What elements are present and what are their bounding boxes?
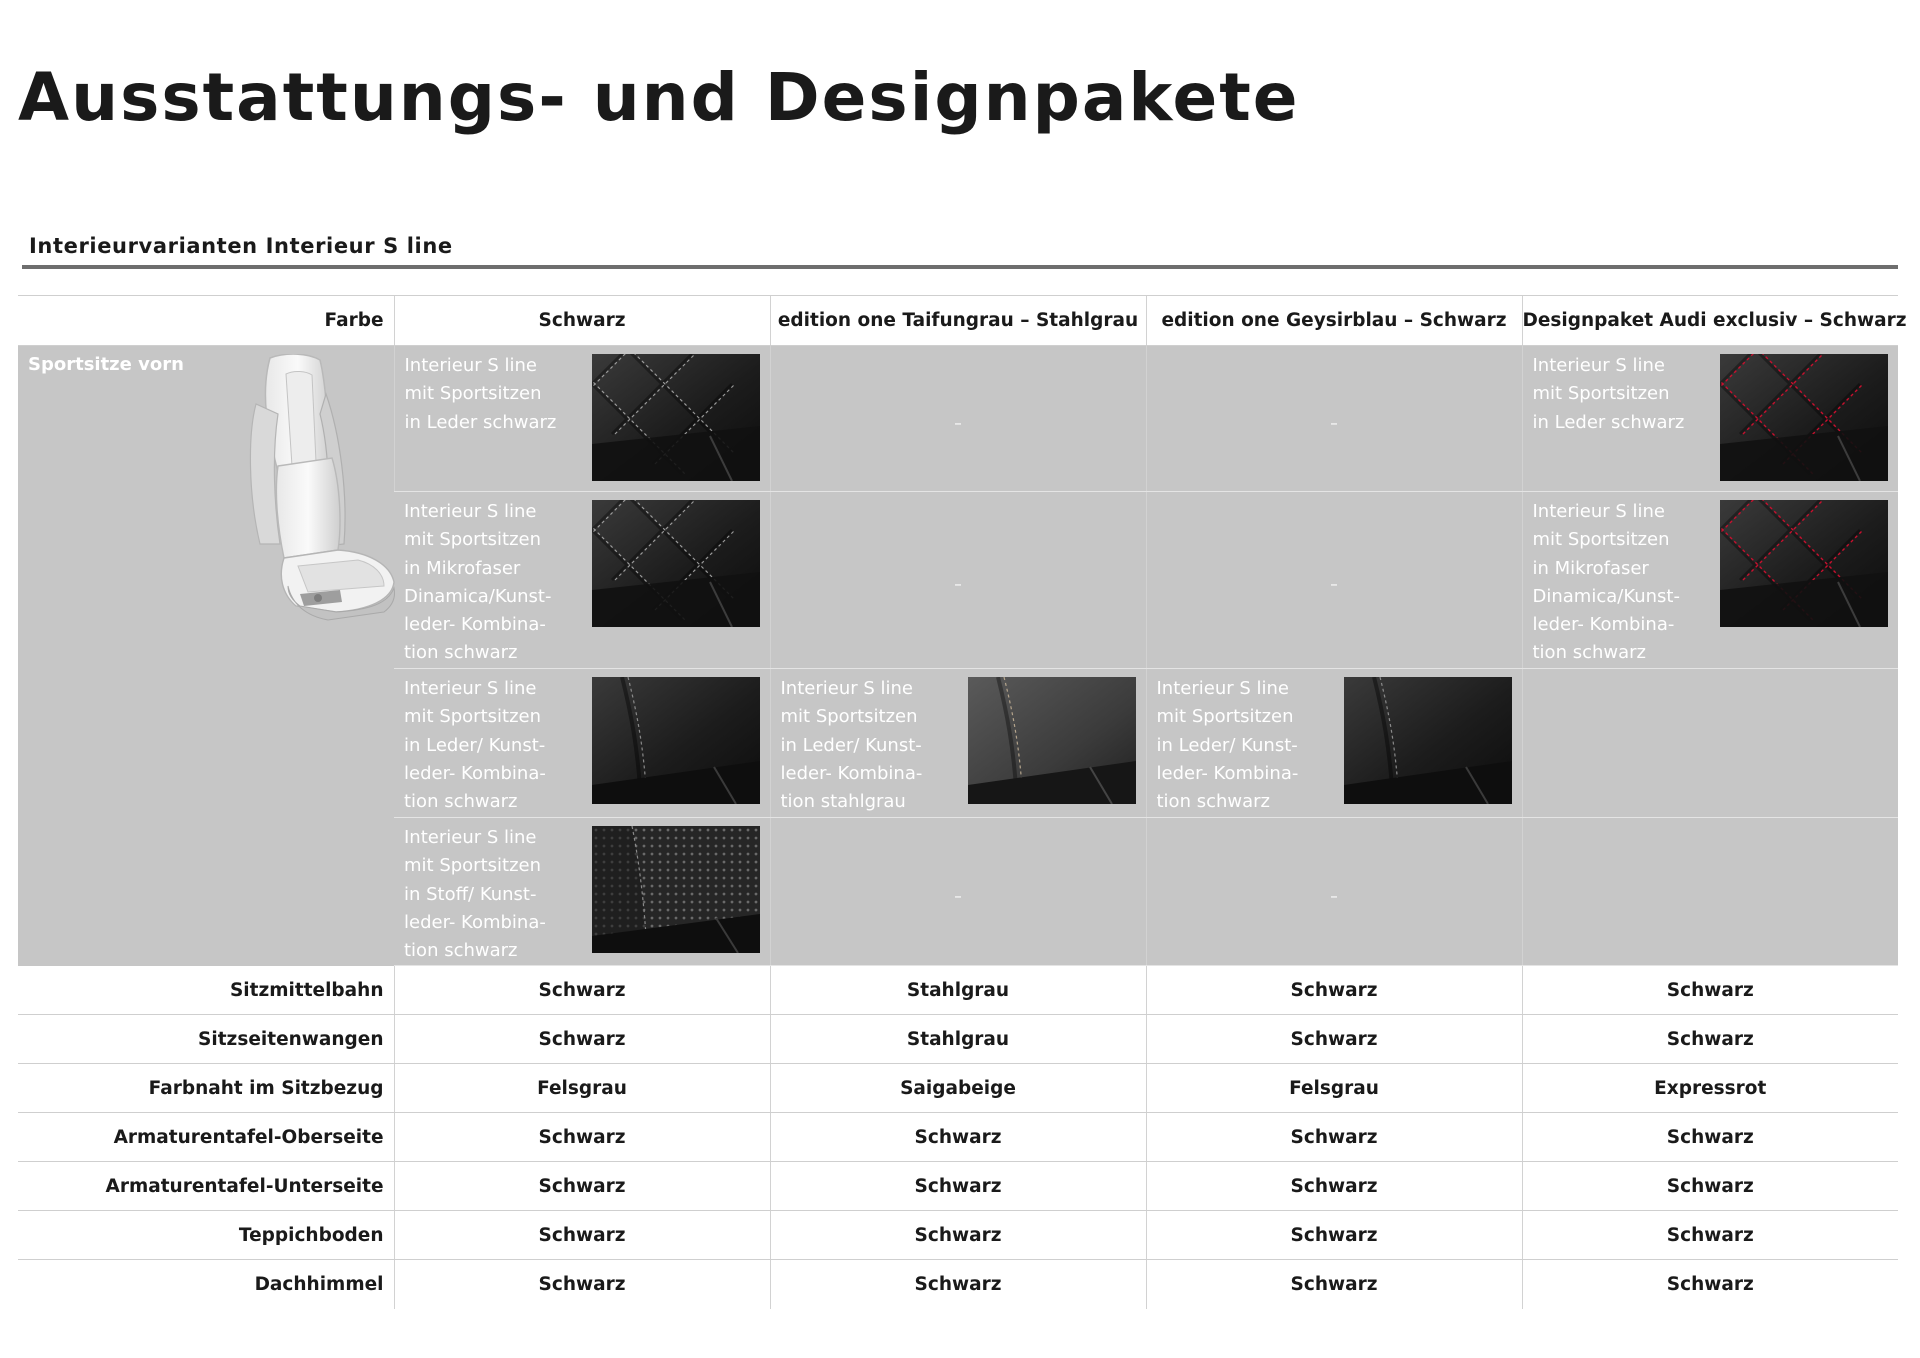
table-row bbox=[18, 1211, 1898, 1260]
leather-artificial-swatch-image bbox=[592, 677, 760, 804]
table-cell: Schwarz bbox=[1146, 966, 1522, 1015]
table-cell: Schwarz bbox=[1522, 1162, 1898, 1211]
table-cell: Schwarz bbox=[770, 1113, 1146, 1162]
seat-option-text: Interieur S line mit Sportsitzen in Mikrofaser Dinamica/Kunst- leder- Kombina- tion schwarz bbox=[1532, 501, 1680, 664]
microfiber-swatch-image bbox=[592, 500, 760, 627]
column-header: Designpaket Audi exclusiv – Schwarz bbox=[1522, 296, 1898, 346]
seat-option-cell bbox=[394, 492, 770, 669]
table-cell: Schwarz bbox=[1146, 1162, 1522, 1211]
row-label: Dachhimmel bbox=[254, 1274, 384, 1296]
table-cell: Schwarz bbox=[770, 1162, 1146, 1211]
table-cell: Schwarz bbox=[394, 966, 770, 1015]
table-row bbox=[18, 966, 1898, 1015]
table-cell: Schwarz bbox=[1146, 1260, 1522, 1309]
leather-artificial-swatch-image bbox=[1344, 677, 1512, 804]
sport-seat-image bbox=[208, 354, 398, 634]
interior-table bbox=[18, 295, 1907, 1309]
table-row bbox=[18, 1015, 1898, 1064]
table-cell: Stahlgrau bbox=[770, 1015, 1146, 1064]
row-label: Armaturentafel-Unterseite bbox=[18, 1162, 394, 1211]
table-cell: Saigabeige bbox=[770, 1064, 1146, 1113]
seat-option-text: Interieur S line mit Sportsitzen in Leder/ Kunst- leder- Kombina- tion schwarz bbox=[404, 678, 546, 813]
leather-artificial-swatch-image bbox=[968, 677, 1136, 804]
row-label: Teppichboden bbox=[18, 1211, 394, 1260]
table-cell: Schwarz bbox=[394, 1113, 770, 1162]
table-cell: Schwarz bbox=[1522, 966, 1898, 1015]
table-cell: Schwarz bbox=[1146, 1113, 1522, 1162]
table-cell: Schwarz bbox=[770, 1211, 1146, 1260]
seat-option-empty: – bbox=[1146, 818, 1522, 966]
seat-option-text: Interieur S line mit Sportsitzen in Stoff/ Kunst- leder- Kombina- tion schwarz bbox=[404, 827, 546, 962]
table-cell: Schwarz bbox=[1522, 1113, 1898, 1162]
seat-option-cell bbox=[394, 669, 770, 818]
seat-option-cell bbox=[1522, 346, 1898, 492]
seat-option-empty: – bbox=[1146, 346, 1522, 492]
row-label: Farbnaht im Sitzbezug bbox=[18, 1064, 394, 1113]
seat-option-blank bbox=[1522, 818, 1898, 966]
table-cell: Felsgrau bbox=[394, 1064, 770, 1113]
table-cell: Schwarz bbox=[1522, 1260, 1898, 1309]
seat-option-row bbox=[18, 346, 1898, 492]
row-label: Sitzseitenwangen bbox=[18, 1015, 394, 1064]
table-cell: Stahlgrau bbox=[770, 966, 1146, 1015]
seat-option-text: Interieur S line mit Sportsitzen in Leder schwarz bbox=[404, 355, 557, 433]
seat-option-cell bbox=[394, 818, 770, 966]
table-cell: Schwarz bbox=[1146, 1015, 1522, 1064]
seat-label-cell bbox=[18, 346, 394, 966]
table-row bbox=[18, 1260, 1898, 1309]
table-row bbox=[18, 1064, 1898, 1113]
seat-option-blank bbox=[1522, 669, 1898, 818]
leather-swatch-image bbox=[592, 354, 760, 481]
seat-option-empty: – bbox=[1146, 492, 1522, 669]
section-divider bbox=[22, 265, 1898, 269]
section-title: Interieurvarianten Interieur S line bbox=[29, 234, 453, 258]
table-cell: Schwarz bbox=[1522, 1015, 1898, 1064]
table-cell: Expressrot bbox=[1522, 1064, 1898, 1113]
seat-row-label: Sportsitze vorn bbox=[28, 354, 184, 375]
table-cell: Felsgrau bbox=[1146, 1064, 1522, 1113]
seat-option-empty: – bbox=[770, 346, 1146, 492]
table-cell: Schwarz bbox=[1146, 1211, 1522, 1260]
table-cell: Schwarz bbox=[770, 1260, 1146, 1309]
row-label: Sitzmittelbahn bbox=[18, 966, 394, 1015]
column-header: edition one Geysirblau – Schwarz bbox=[1146, 296, 1522, 346]
table-cell: Schwarz bbox=[394, 1015, 770, 1064]
row-label: Armaturentafel-Oberseite bbox=[18, 1113, 394, 1162]
seat-option-text: Interieur S line mit Sportsitzen in Leder/ Kunst- leder- Kombina- tion stahlgrau bbox=[780, 678, 923, 813]
leather-swatch-image bbox=[1720, 354, 1888, 481]
header-row-label: Farbe bbox=[18, 296, 394, 346]
table-row bbox=[18, 1113, 1898, 1162]
column-header: Schwarz bbox=[394, 296, 770, 346]
seat-option-cell bbox=[394, 346, 770, 492]
seat-option-text: Interieur S line mit Sportsitzen in Mikrofaser Dinamica/Kunst- leder- Kombina- tion schwarz bbox=[404, 501, 552, 664]
seat-option-empty: – bbox=[770, 492, 1146, 669]
seat-option-cell bbox=[770, 669, 1146, 818]
table-cell: Schwarz bbox=[394, 1211, 770, 1260]
microfiber-swatch-image bbox=[1720, 500, 1888, 627]
table-cell: Schwarz bbox=[394, 1260, 770, 1309]
seat-option-cell bbox=[1146, 669, 1522, 818]
page-title: Ausstattungs- und Designpakete bbox=[18, 59, 1300, 136]
table-cell: Schwarz bbox=[394, 1162, 770, 1211]
seat-option-text: Interieur S line mit Sportsitzen in Leder schwarz bbox=[1532, 355, 1685, 433]
seat-option-empty: – bbox=[770, 818, 1146, 966]
seat-option-cell bbox=[1522, 492, 1898, 669]
column-header: edition one Taifungrau – Stahlgrau bbox=[770, 296, 1146, 346]
cloth-swatch-image bbox=[592, 826, 760, 953]
seat-option-text: Interieur S line mit Sportsitzen in Leder/ Kunst- leder- Kombina- tion schwarz bbox=[1156, 678, 1299, 813]
table-row bbox=[18, 1162, 1898, 1211]
table-cell: Schwarz bbox=[1522, 1211, 1898, 1260]
header-row bbox=[18, 296, 1898, 346]
